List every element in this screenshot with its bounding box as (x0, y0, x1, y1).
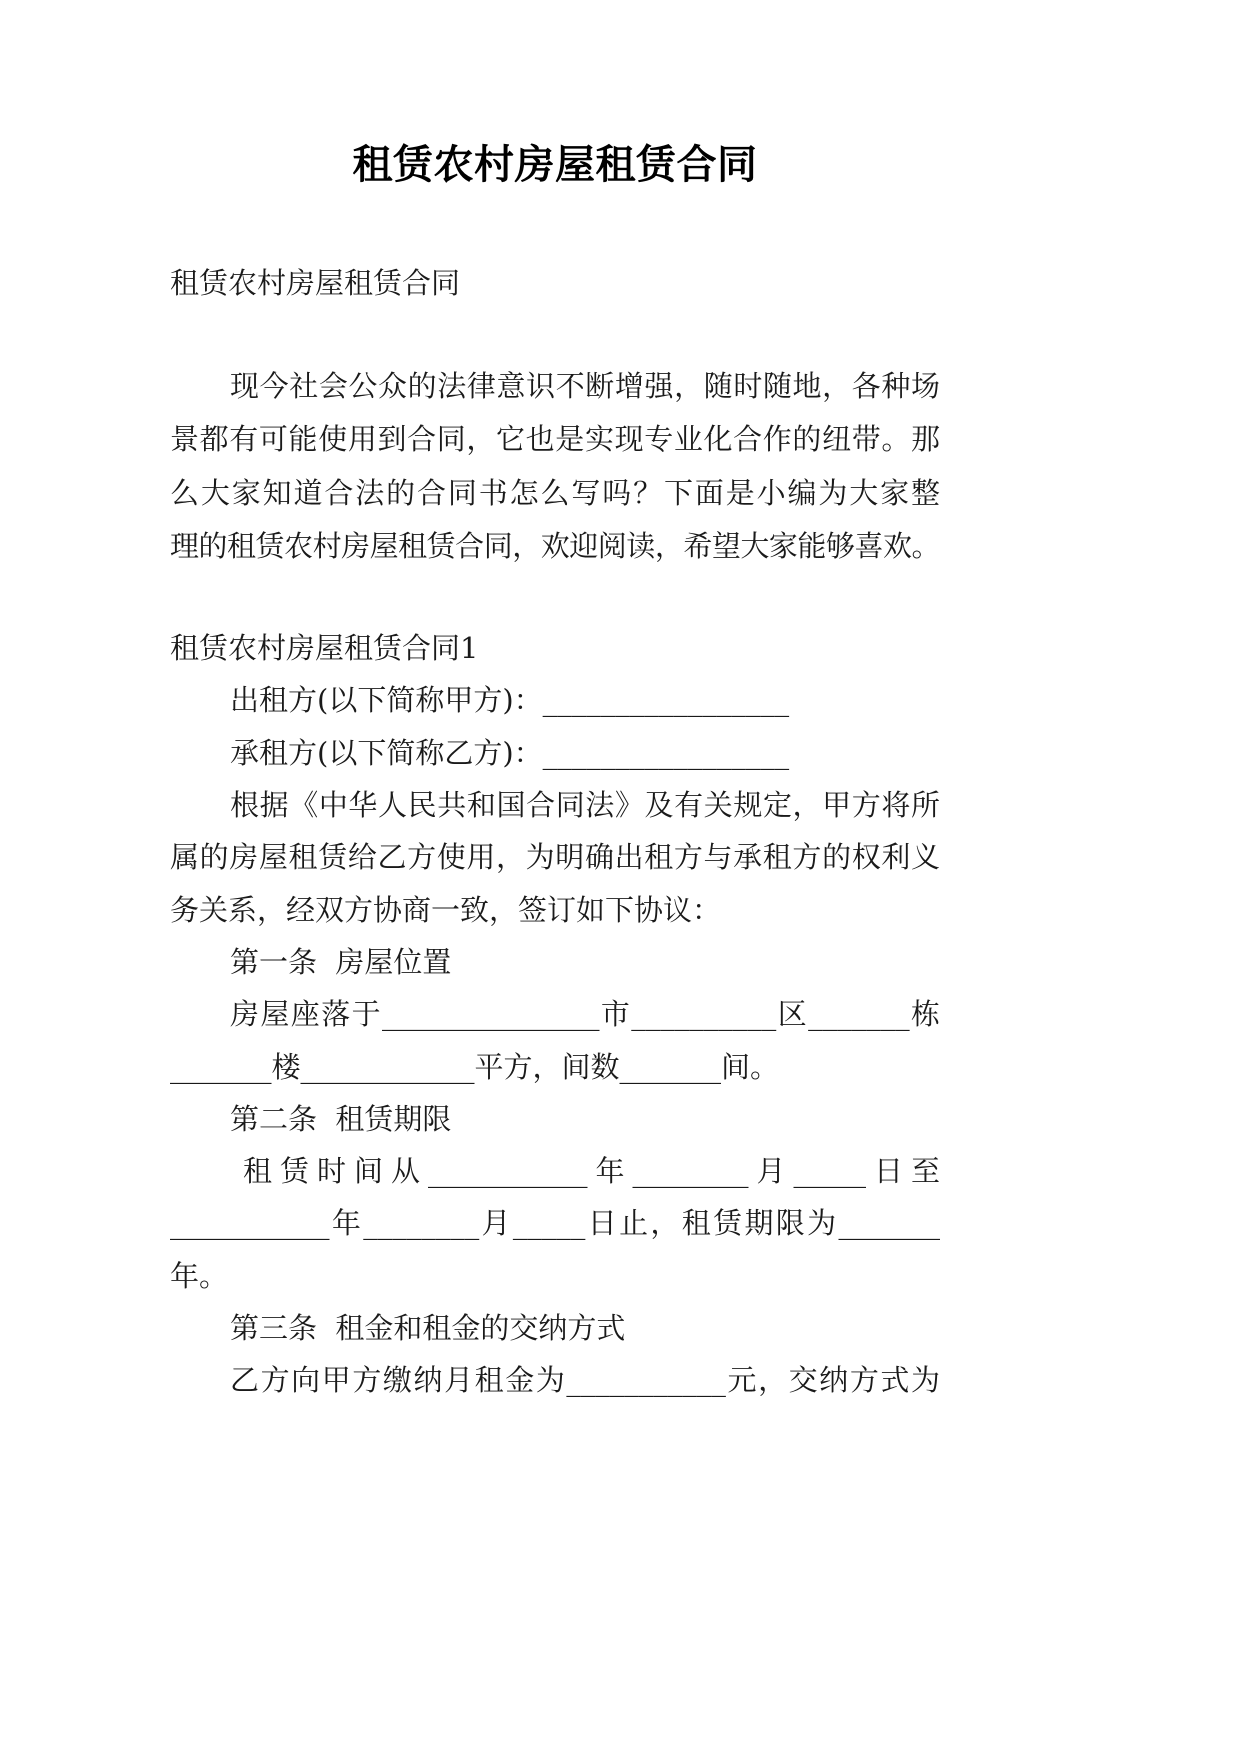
article-1 (170, 936, 940, 1093)
text-line: 租赁时间从___________年________月_____日至 (243, 1154, 940, 1189)
article-heading: 第一条 房屋位置 (230, 944, 452, 979)
lessor-line: 出租方(以下简称甲方)：_________________ (230, 683, 790, 718)
lessee-line: 承租方(以下简称乙方)：_________________ (230, 735, 790, 770)
text-line: 现今社会公众的法律意识不断增强，随时随地，各种场 (230, 369, 940, 403)
text-line: 乙方向甲方缴纳月租金为___________元，交纳方式为 (230, 1363, 940, 1398)
text-line: 根据《中华人民共和国合同法》及有关规定，甲方将所 (230, 788, 940, 823)
intro-paragraph (170, 360, 940, 573)
text-line: 么大家知道合法的合同书怎么写吗？下面是小编为大家整 (170, 475, 940, 510)
article-heading: 第二条 租赁期限 (230, 1101, 452, 1136)
text-line: _______楼____________平方，间数_______间。 (170, 1049, 780, 1084)
article-heading: 第三条 租金和租金的交纳方式 (230, 1311, 626, 1346)
text-line: 属的房屋租赁给乙方使用，为明确出租方与承租方的权利义 (170, 840, 940, 875)
document-subtitle: 租赁农村房屋租赁合同 (170, 266, 461, 300)
text-line: 房屋座落于_______________市__________区_______栋 (230, 997, 940, 1032)
document-body (170, 140, 940, 1407)
text-line: 理的租赁农村房屋租赁合同，欢迎阅读，希望大家能够喜欢。 (170, 528, 940, 563)
contract-heading: 租赁农村房屋租赁合同1 (170, 631, 479, 666)
text-line: 年。 (170, 1258, 229, 1293)
text-line: 景都有可能使用到合同，它也是实现专业化合作的纽带。那 (170, 422, 940, 457)
article-2 (170, 1093, 940, 1302)
text-line: ___________年________月_____日止，租赁期限为_______ (170, 1206, 940, 1241)
document-title: 租赁农村房屋租赁合同 (352, 141, 758, 188)
preamble-paragraph (170, 779, 940, 936)
article-3 (170, 1302, 940, 1407)
text-line: 务关系，经双方协商一致，签订如下协议： (170, 892, 722, 927)
